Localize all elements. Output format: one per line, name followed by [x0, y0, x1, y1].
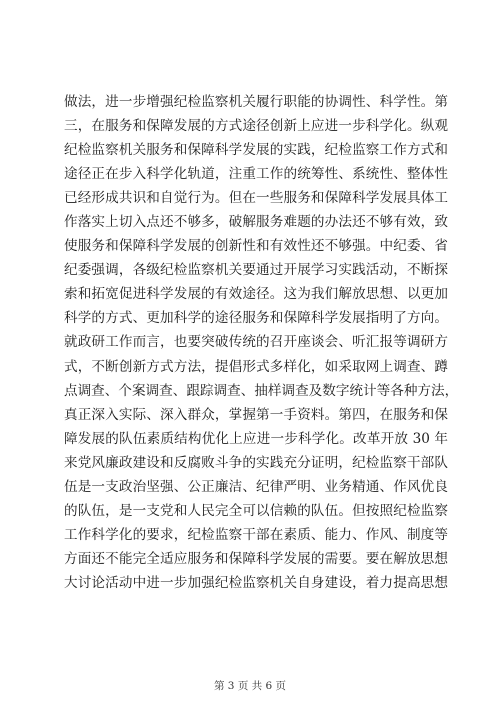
text-line: 已经形成共识和自觉行为。但在一些服务和保障科学发展具体工	[64, 190, 448, 207]
text-line: 工作科学化的要求，纪检监察干部在素质、能力、作风、制度等	[64, 526, 448, 543]
text-line: 式，不断创新方式方法，提倡形式多样化，如采取网上调查、蹲	[64, 358, 448, 375]
text-line: 的队伍，是一支党和人民完全可以信赖的队伍。但按照纪检监察	[64, 502, 448, 519]
text-line: 做法，进一步增强纪检监察机关履行职能的协调性、科学性。第	[64, 94, 448, 110]
text-line: 伍是一支政治坚强、公正廉洁、纪律严明、业务精通、作风优良	[64, 478, 448, 495]
text-line: 纪委强调，各级纪检监察机关要通过开展学习实践活动，不断探	[64, 262, 448, 279]
body-text	[64, 90, 459, 595]
text-line: 障发展的队伍素质结构优化上应进一步科学化。改革开放 30 年	[64, 430, 448, 447]
text-line: 途径正在步入科学化轨道，注重工作的统筹性、系统性、整体性	[64, 166, 448, 183]
text-line: 来党风廉政建设和反腐败斗争的实践充分证明，纪检监察干部队	[64, 454, 448, 471]
text-line: 三，在服务和保障发展的方式途径创新上应进一步科学化。纵观	[64, 118, 448, 135]
text-line: 真正深入实际、深入群众，掌握第一手资料。第四，在服务和保	[64, 406, 448, 423]
text-line: 方面还不能完全适应服务和保障科学发展的需要。要在解放思想	[64, 550, 448, 567]
text-line: 纪检监察机关服务和保障科学发展的实践，纪检监察工作方式和	[64, 142, 448, 159]
text-line: 使服务和保障科学发展的创新性和有效性还不够强。中纪委、省	[64, 238, 448, 255]
text-line: 大讨论活动中进一步加强纪检监察机关自身建设，着力提高思想	[64, 574, 448, 591]
text-line: 就政研工作而言，也要突破传统的召开座谈会、听汇报等调研方	[64, 334, 448, 351]
text-line: 作落实上切入点还不够多，破解服务难题的办法还不够有效，致	[64, 214, 448, 231]
text-line: 点调查、个案调查、跟踪调查、抽样调查及数字统计等各种方法，	[64, 382, 459, 399]
text-line: 索和拓宽促进科学发展的有效途径。这为我们解放思想、以更加	[64, 286, 448, 303]
page-footer: 第 3 页 共 6 页	[213, 680, 287, 692]
text-line: 科学的方式、更加科学的途径服务和保障科学发展指明了方向。	[64, 310, 448, 327]
